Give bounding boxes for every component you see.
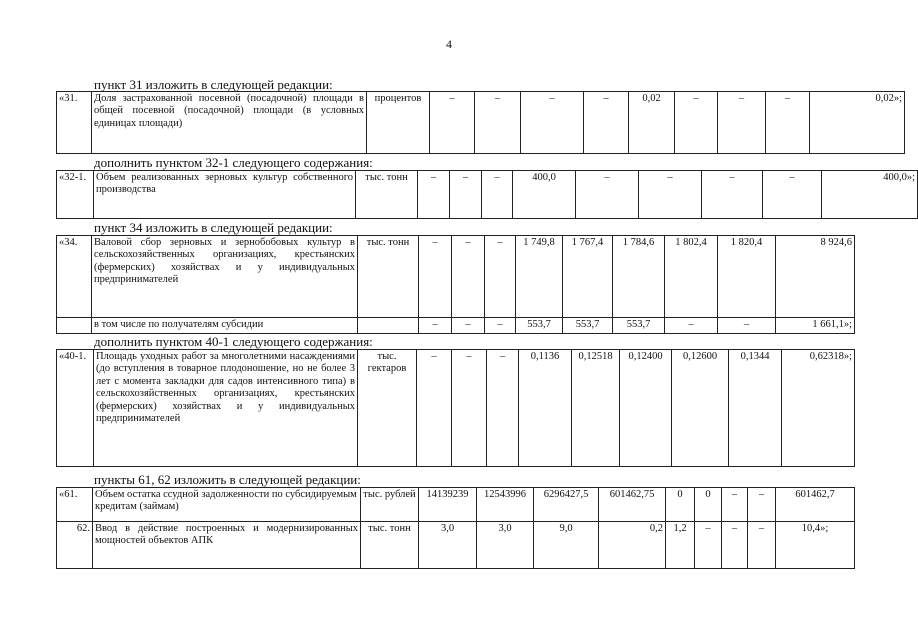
value-cell: 0 [695, 488, 722, 522]
total-cell: 601462,7 [776, 488, 855, 522]
value-cell: 0,12600 [672, 350, 729, 467]
value-cell: 0,12518 [572, 350, 620, 467]
value-cell: – [452, 318, 485, 334]
row-number: «34. [57, 236, 92, 318]
unit-cell: тыс. тонн [358, 236, 419, 318]
value-cell: – [485, 318, 516, 334]
total-cell: 10,4»; [776, 522, 855, 569]
value-cell: – [763, 171, 822, 219]
value-cell: 0,02 [629, 92, 675, 154]
row-number: «40-1. [57, 350, 94, 467]
value-cell: 1 802,4 [665, 236, 718, 318]
value-cell: 1 784,6 [613, 236, 665, 318]
value-cell: – [665, 318, 718, 334]
total-cell: 1 661,1»; [776, 318, 855, 334]
value-cell: – [702, 171, 763, 219]
table-row [57, 522, 855, 569]
value-cell: 9,0 [534, 522, 599, 569]
indicator-description: Валовой сбор зерновых и зернобобовых культур в сельскохозяйственных организациях, крестьянских (фермерских) хозяйствах и у индивидуальных предпринимателей [92, 236, 358, 318]
value-cell: 0,1344 [729, 350, 782, 467]
total-cell: 400,0»; [822, 171, 918, 219]
value-cell: 1 767,4 [563, 236, 613, 318]
unit-cell: тыс. рублей [361, 488, 419, 522]
value-cell: – [487, 350, 519, 467]
table-row [57, 171, 918, 219]
indicator-description: в том числе по получателям субсидии [92, 318, 358, 334]
section-heading: пункты 61, 62 изложить в следующей редакции: [94, 472, 361, 487]
indicator-description: Объем реализованных зерновых культур собственного производства [94, 171, 356, 219]
indicator-description: Доля застрахованной посевной (посадочной) площади в общей посевной (посадочной) площади (в условных единицах площади) [92, 92, 367, 154]
value-cell: 553,7 [516, 318, 563, 334]
value-cell: – [430, 92, 475, 154]
indicator-description: Объем остатка ссудной задолженности по субсидируемым кредитам (займам) [93, 488, 361, 522]
value-cell: – [766, 92, 810, 154]
row-number [57, 318, 92, 334]
unit-cell [358, 318, 419, 334]
section-heading: пункт 34 изложить в следующей редакции: [94, 220, 333, 235]
value-cell: – [521, 92, 584, 154]
amendment-table [56, 487, 855, 569]
value-cell: 553,7 [563, 318, 613, 334]
value-cell: – [450, 171, 482, 219]
value-cell: – [419, 318, 452, 334]
value-cell: – [639, 171, 702, 219]
value-cell: 6296427,5 [534, 488, 599, 522]
value-cell: – [748, 522, 776, 569]
value-cell: 400,0 [513, 171, 576, 219]
row-number: «61. [57, 488, 93, 522]
value-cell: – [452, 350, 487, 467]
value-cell: – [695, 522, 722, 569]
value-cell: 0 [666, 488, 695, 522]
table-row [57, 92, 905, 154]
total-cell: 0,62318»; [782, 350, 855, 467]
value-cell: 0,12400 [620, 350, 672, 467]
total-cell: 8 924,6 [776, 236, 855, 318]
section-heading: дополнить пунктом 40-1 следующего содержания: [94, 334, 373, 349]
value-cell: 553,7 [613, 318, 665, 334]
value-cell: – [675, 92, 718, 154]
value-cell: 1 820,4 [718, 236, 776, 318]
value-cell: 3,0 [419, 522, 477, 569]
value-cell: 1 749,8 [516, 236, 563, 318]
amendment-table [56, 349, 855, 467]
indicator-description: Площадь уходных работ за многолетними насаждениями (до вступления в товарное плодоношение, но не более 3 лет с момента закладки для садов интенсивного типа) в сельскохозяйственных организациях, крестьянских (фермерских) хозяйствах и у индивидуальных предпринимателей [94, 350, 358, 467]
value-cell: 3,0 [477, 522, 534, 569]
page-number: 4 [446, 37, 452, 51]
value-cell: – [482, 171, 513, 219]
unit-cell: тыс. тонн [361, 522, 419, 569]
section-heading: пункт 31 изложить в следующей редакции: [94, 77, 333, 92]
amendment-table [56, 91, 905, 154]
unit-cell: тыс. тонн [356, 171, 418, 219]
unit-cell: процентов [367, 92, 430, 154]
row-number: 62. [57, 522, 93, 569]
value-cell: – [748, 488, 776, 522]
table-row [57, 350, 855, 467]
table-row [57, 318, 855, 334]
value-cell: – [722, 522, 748, 569]
value-cell: – [418, 171, 450, 219]
value-cell: 1,2 [666, 522, 695, 569]
amendment-table [56, 170, 918, 219]
row-number: «31. [57, 92, 92, 154]
value-cell: – [485, 236, 516, 318]
indicator-description: Ввод в действие построенных и модернизированных мощностей объектов АПК [93, 522, 361, 569]
unit-cell: тыс. гектаров [358, 350, 417, 467]
row-number: «32-1. [57, 171, 94, 219]
value-cell: 601462,75 [599, 488, 666, 522]
value-cell: 0,1136 [519, 350, 572, 467]
value-cell: 14139239 [419, 488, 477, 522]
table-row [57, 488, 855, 522]
value-cell: – [584, 92, 629, 154]
table-row [57, 236, 855, 318]
value-cell: – [417, 350, 452, 467]
value-cell: 12543996 [477, 488, 534, 522]
section-heading: дополнить пунктом 32-1 следующего содержания: [94, 155, 373, 170]
value-cell: – [722, 488, 748, 522]
value-cell: – [718, 318, 776, 334]
value-cell: – [718, 92, 766, 154]
value-cell: 0,2 [599, 522, 666, 569]
total-cell: 0,02»; [810, 92, 905, 154]
value-cell: – [576, 171, 639, 219]
value-cell: – [475, 92, 521, 154]
value-cell: – [452, 236, 485, 318]
amendment-table [56, 235, 855, 334]
value-cell: – [419, 236, 452, 318]
